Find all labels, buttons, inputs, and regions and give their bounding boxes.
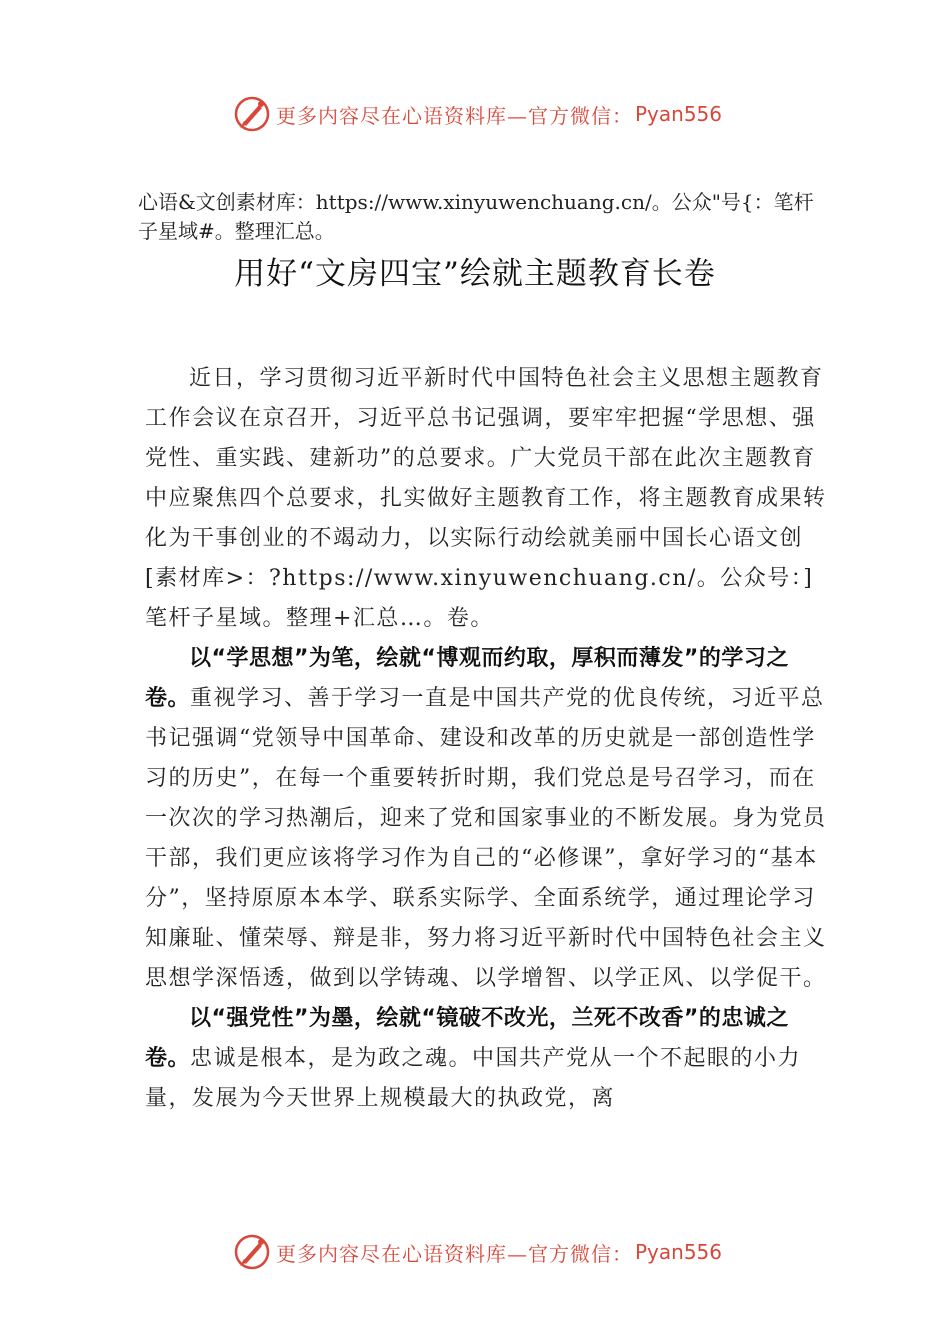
paragraph (145, 999, 830, 1119)
paragraph-text: 近日，学习贯彻习近平新时代中国特色社会主义思想主题教育工作会议在京召开，习近平总书记强调，要牢牢把握“学思想、强党性、重实践、建新功”的总要求。广大党员干部在此次主题教育中应聚焦四个总要求，扎实做好主题教育工作，将主题教育成果转化为干事创业的不竭动力，以实际行动绘就美丽中国长心语文创[素材库>：?https://www.xinyuwenchuang.cn/。公众号：]笔杆子星域。整理+汇总…。卷。 (145, 366, 827, 631)
paragraph-lead: 以“学思想”为笔，绘就“博观而约取，厚积而薄发”的学习之卷。 (145, 646, 789, 711)
paragraph (145, 359, 830, 639)
footer-wechat-id: Pyan556 (635, 1240, 723, 1264)
paragraph-text: 忠诚是根本，是为政之魂。中国共产党从一个不起眼的小力量，发展为今天世界上规模最大的执政党，离 (145, 1046, 802, 1111)
article-body (145, 359, 830, 1119)
paragraph (145, 639, 830, 999)
footer-banner[interactable] (232, 1232, 722, 1272)
header-banner-text: 更多内容尽在心语资料库—官方微信： (276, 103, 633, 128)
article-title: 用好“文房四宝”绘就主题教育长卷 (234, 256, 716, 292)
quill-pen-logo-icon (232, 94, 272, 134)
header-banner[interactable] (232, 94, 722, 134)
paragraph-text: 重视学习、善于学习一直是中国共产党的优良传统，习近平总书记强调“党领导中国革命、建设和改革的历史就是一部创造性学习的历史”，在每一个重要转折时期，我们党总是号召学习，而在一次次的学习热潮后，迎来了党和国家事业的不断发展。身为党员干部，我们更应该将学习作为自己的“必修课”，拿好学习的“基本分”，坚持原原本本学、联系实际学、全面系统学，通过理论学习知廉耻、懂荣辱、辩是非，努力将习近平新时代中国特色社会主义思想学深悟透，做到以学铸魂、以学增智、以学正风、以学促干。 (145, 686, 827, 991)
source-note: 心语&文创素材库：https://www.xinyuwenchuang.cn/。公众"号{：笔杆子星域#。整理汇总。 (138, 190, 814, 243)
header-wechat-id: Pyan556 (635, 102, 723, 126)
paragraph-lead: 以“强党性”为墨，绘就“镜破不改光，兰死不改香”的忠诚之卷。 (145, 1006, 789, 1071)
quill-pen-logo-icon (232, 1232, 272, 1272)
footer-banner-text: 更多内容尽在心语资料库—官方微信： (276, 1241, 633, 1266)
